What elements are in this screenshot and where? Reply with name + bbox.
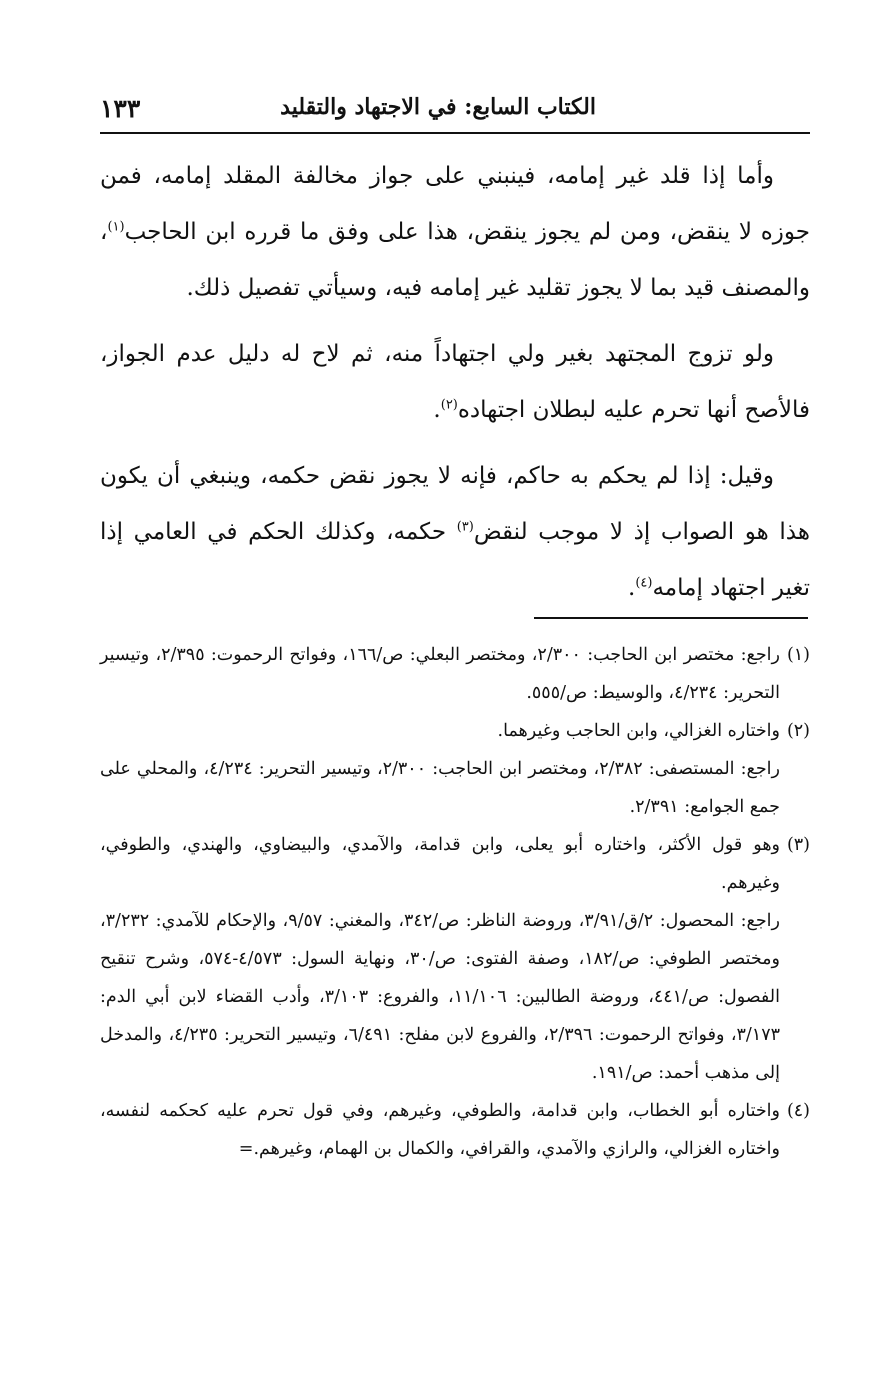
footnote-4 — [100, 1092, 810, 1168]
footnote-2 — [100, 712, 810, 750]
footnote-2-number: (٢) — [786, 721, 810, 741]
footnote-1 — [100, 636, 810, 712]
paragraph-1 — [100, 148, 810, 316]
footnotes — [100, 636, 810, 1168]
paragraph-3-text-b: حكمه، وكذلك الحكم في العامي إذا تغير اجتهاد إمامه — [100, 519, 810, 601]
footnote-1-number: (١) — [786, 645, 810, 665]
paragraph-3 — [100, 448, 810, 616]
footnote-separator — [534, 617, 808, 619]
footnote-ref-2[interactable]: (٢) — [440, 397, 458, 413]
paragraph-2-text-a: ولو تزوج المجتهد بغير ولي اجتهاداً منه، ثم لاح له دليل عدم الجواز، فالأصح أنها تحرم عليه لبطلان اجتهاده — [100, 341, 810, 423]
header-title: الكتاب السابع: في الاجتهاد والتقليد — [280, 94, 596, 120]
paragraph-1-text-a: وأما إذا قلد غير إمامه، فينبني على جواز مخالفة المقلد إمامه، فمن جوزه لا ينقض، ومن لم يجوز ينقض، هذا على وفق ما قرره ابن الحاجب — [100, 163, 810, 245]
footnote-2-text: واختاره الغزالي، وابن الحاجب وغيرهما. — [497, 721, 780, 741]
page-number: ١٣٣ — [100, 94, 141, 123]
header-rule — [100, 132, 810, 134]
paragraph-2-text-b: . — [433, 397, 441, 423]
footnote-3 — [100, 826, 810, 902]
footnote-4-number: (٤) — [786, 1101, 810, 1121]
main-text — [100, 148, 810, 626]
footnote-ref-4[interactable]: (٤) — [635, 575, 653, 591]
paragraph-1-text-b: ، والمصنف قيد بما لا يجوز تقليد غير إمامه فيه، وسيأتي تفصيل ذلك. — [100, 219, 810, 301]
footnote-4-text: واختاره أبو الخطاب، وابن قدامة، والطوفي، وغيرهم، وفي قول تحرم عليه كحكمه لنفسه، واختاره الغزالي، والرازي والآمدي، والقرافي، والكمال بن الهمام، وغيرهم.= — [100, 1101, 780, 1159]
footnote-3-references: راجع: المحصول: ٢/ق/٣/٩١، وروضة الناظر: ص/٣٤٢، والمغني: ٩/٥٧، والإحكام للآمدي: ٣/٢٣٢، ومختصر الطوفي: ص/١٨٢، وصفة الفتوى: ص/٣٠، ونهاية السول: ٤/٥٧٣-٥٧٤، وشرح تنقيح الفصول: ص/٤٤١، وروضة الطالبين: ١١/١٠٦، والفروع: ٣/١٠٣، وأدب القضاء لابن أبي الدم: ٣/١٧٣، وفواتح الرحموت: ٢/٣٩٦، والفروع لابن مفلح: ٦/٤٩١، وتيسير التحرير: ٤/٢٣٥، والمدخل إلى مذهب أحمد: ص/١٩١. — [100, 911, 780, 1083]
footnote-1-text: راجع: مختصر ابن الحاجب: ٢/٣٠٠، ومختصر البعلي: ص/١٦٦، وفواتح الرحموت: ٢/٣٩٥، وتيسير التحرير: ٤/٢٣٤، والوسيط: ص/٥٥٥. — [100, 645, 780, 703]
paragraph-3-text-a: وقيل: إذا لم يحكم به حاكم، فإنه لا يجوز نقض حكمه، وينبغي أن يكون هذا هو الصواب إذ لا موجب لنقض — [100, 463, 810, 545]
running-header — [100, 94, 810, 128]
footnote-3-number: (٣) — [786, 835, 810, 855]
footnote-3-text: وهو قول الأكثر، واختاره أبو يعلى، وابن قدامة، والآمدي، والبيضاوي، والهندي، والطوفي، وغيرهم. — [100, 835, 780, 893]
footnote-ref-3[interactable]: (٣) — [456, 519, 474, 535]
paragraph-3-text-c: . — [628, 575, 636, 601]
footnote-2-references: راجع: المستصفى: ٢/٣٨٢، ومختصر ابن الحاجب: ٢/٣٠٠، وتيسير التحرير: ٤/٢٣٤، والمحلي على جمع الجوامع: ٢/٣٩١. — [100, 759, 780, 817]
footnote-ref-1[interactable]: (١) — [107, 219, 125, 235]
paragraph-2 — [100, 326, 810, 438]
